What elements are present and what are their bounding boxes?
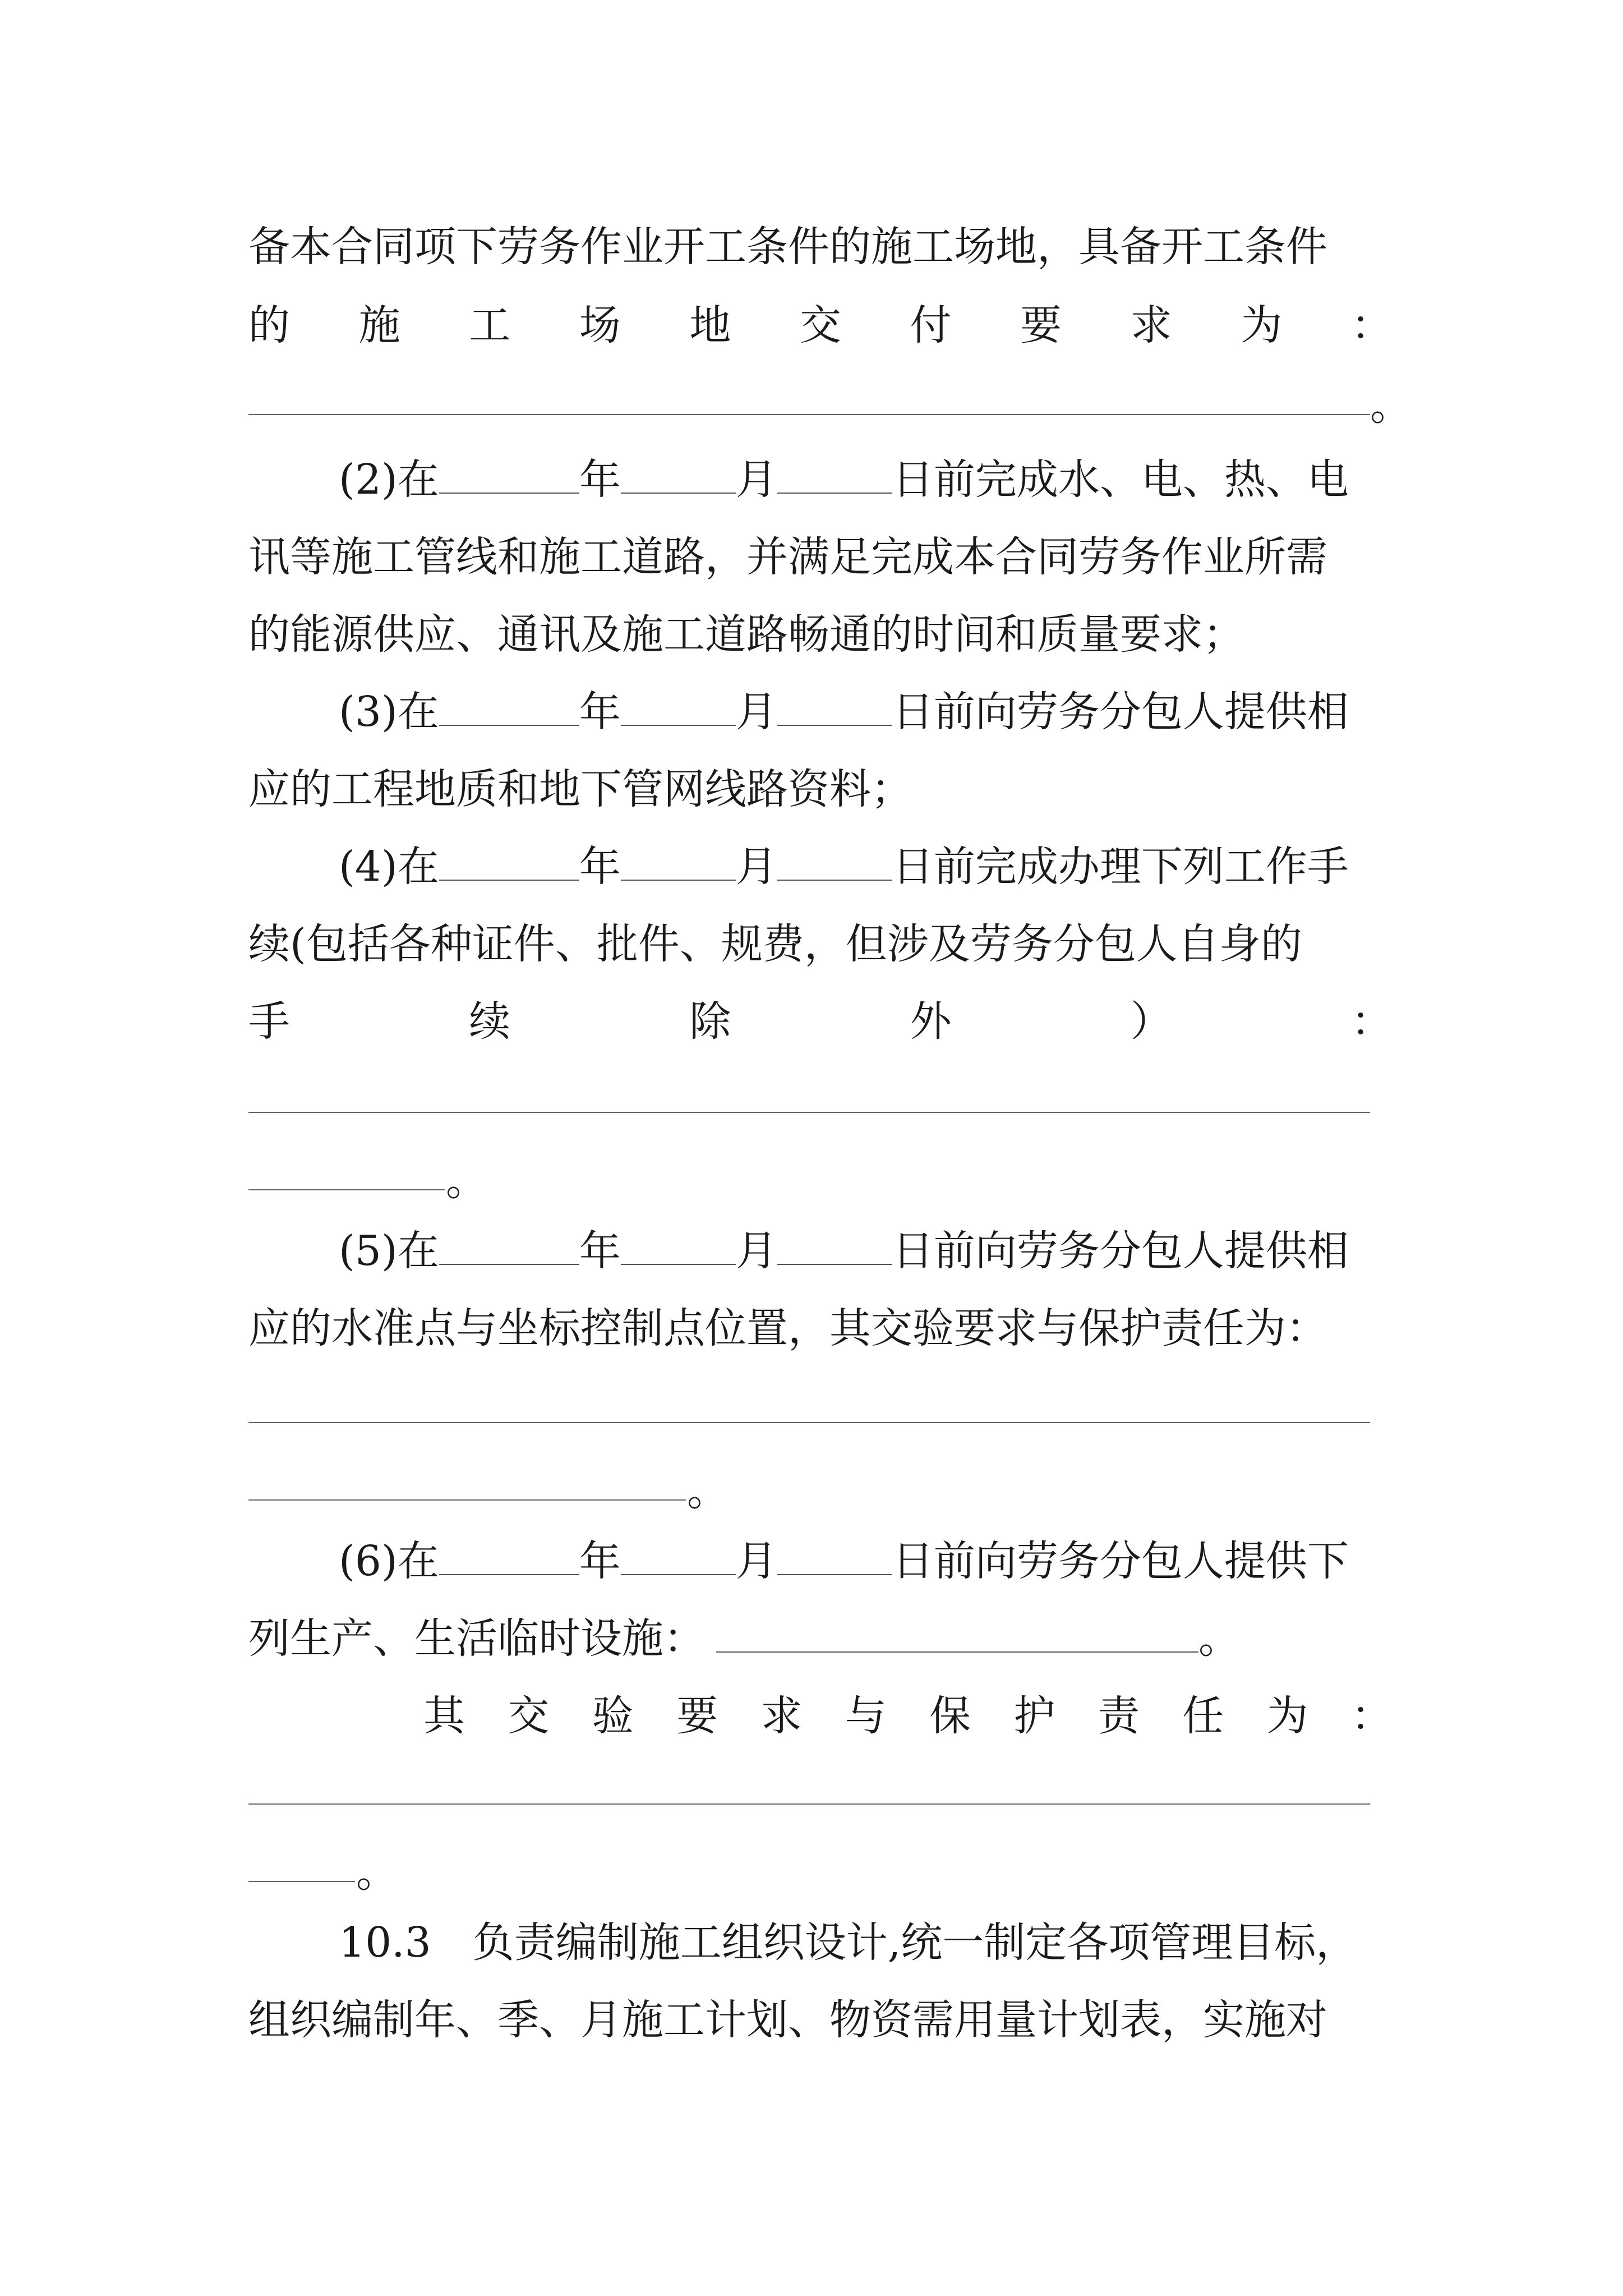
year-blank[interactable]	[439, 1228, 579, 1265]
item-prefix: (3)在	[339, 688, 439, 736]
date-line	[339, 681, 1393, 743]
period: 。	[687, 1467, 728, 1515]
text-char: ：	[1350, 1692, 1393, 1740]
text-char: 地	[689, 301, 731, 349]
day-blank[interactable]	[777, 1228, 892, 1265]
item-prefix: (6)在	[339, 1537, 439, 1585]
text-char: 交	[799, 301, 841, 349]
text-char: 求	[760, 1692, 803, 1740]
text-char: 除	[689, 997, 731, 1046]
text-char: 为	[1266, 1692, 1308, 1740]
month-label: 月	[735, 1227, 777, 1275]
text-line: 讯等施工管线和施工道路，并满足完成本合同劳务作业所需	[248, 533, 1327, 581]
month-blank[interactable]	[621, 1228, 736, 1265]
year-label: 年	[579, 1537, 621, 1585]
item-rest: 日前向劳务分包人提供相	[892, 688, 1349, 736]
fill-in-blank[interactable]	[248, 1422, 1370, 1423]
month-label: 月	[735, 843, 777, 891]
year-blank[interactable]	[439, 689, 579, 726]
period: 。	[446, 1157, 487, 1205]
fill-in-blank[interactable]	[248, 1803, 1370, 1805]
text-char: ：	[1350, 997, 1393, 1046]
text-char: 要	[1020, 301, 1062, 349]
month-blank[interactable]	[621, 844, 736, 881]
fill-in-blank[interactable]	[248, 414, 1370, 415]
text-char: 续	[469, 997, 511, 1046]
text-char: 与	[845, 1692, 887, 1740]
month-blank[interactable]	[621, 457, 736, 494]
text-line: 备本合同项下劳务作业开工条件的施工场地，具备开工条件	[248, 223, 1327, 271]
text-char: 工	[469, 301, 511, 349]
year-blank[interactable]	[439, 457, 579, 494]
fill-in-blank[interactable]	[248, 1499, 686, 1501]
item-rest: 日前完成水、电、热、电	[892, 455, 1349, 504]
text-segment: 列生产、生活临时设施：	[248, 1614, 705, 1663]
item-rest: 日前向劳务分包人提供相	[892, 1227, 1349, 1275]
year-label: 年	[579, 455, 621, 504]
text-char: 其	[423, 1692, 465, 1740]
day-blank[interactable]	[777, 689, 892, 726]
period: 。	[356, 1848, 398, 1897]
section-heading-line: 10.3 负责编制施工组织设计,统一制定各项管理目标，	[339, 1918, 1358, 1967]
date-line	[339, 1220, 1393, 1282]
text-char: 护	[1013, 1692, 1055, 1740]
text-line: 应的水准点与坐标控制点位置，其交验要求与保护责任为：	[248, 1304, 1327, 1352]
text-char: 手	[248, 997, 290, 1046]
month-label: 月	[735, 455, 777, 504]
text-char: 保	[929, 1692, 971, 1740]
fill-in-blank[interactable]	[248, 1189, 445, 1190]
text-char: 验	[592, 1692, 634, 1740]
year-label: 年	[579, 1227, 621, 1275]
text-char: 责	[1098, 1692, 1140, 1740]
text-char: 的	[248, 301, 290, 349]
text-char: 为	[1241, 301, 1283, 349]
item-rest: 日前完成办理下列工作手	[892, 843, 1349, 891]
text-char: 任	[1182, 1692, 1224, 1740]
text-char: 交	[508, 1692, 550, 1740]
text-char: 求	[1130, 301, 1172, 349]
month-blank[interactable]	[621, 689, 736, 726]
year-label: 年	[579, 688, 621, 736]
spread-line	[423, 1685, 1393, 1747]
year-blank[interactable]	[439, 844, 579, 881]
period: 。	[1198, 1614, 1240, 1663]
year-label: 年	[579, 843, 621, 891]
text-line: 组织编制年、季、月施工计划、物资需用量计划表，实施对	[248, 1996, 1327, 2044]
spread-line	[248, 295, 1393, 356]
period: 。	[1370, 381, 1412, 430]
fill-in-blank[interactable]	[716, 1616, 1198, 1653]
year-blank[interactable]	[439, 1538, 579, 1575]
text-char: 施	[358, 301, 400, 349]
text-line: 续(包括各种证件、批件、规费，但涉及劳务分包人自身的	[248, 920, 1302, 968]
day-blank[interactable]	[777, 457, 892, 494]
text-char: 付	[910, 301, 952, 349]
text-line: 的能源供应、通讯及施工道路畅通的时间和质量要求；	[248, 610, 1244, 659]
date-line	[339, 1530, 1393, 1592]
text-char: 场	[579, 301, 621, 349]
month-label: 月	[735, 1537, 777, 1585]
month-label: 月	[735, 688, 777, 736]
text-line	[248, 1608, 1393, 1669]
fill-in-blank[interactable]	[248, 1881, 355, 1882]
text-char: ：	[1350, 301, 1393, 349]
day-blank[interactable]	[777, 1538, 892, 1575]
spread-line	[248, 991, 1393, 1052]
item-rest: 日前向劳务分包人提供下	[892, 1537, 1349, 1585]
item-prefix: (5)在	[339, 1227, 439, 1275]
text-line: 应的工程地质和地下管网线路资料；	[248, 765, 912, 813]
fill-in-blank[interactable]	[248, 1112, 1370, 1113]
text-char: ）	[1130, 997, 1172, 1046]
text-char: 外	[910, 997, 952, 1046]
text-char: 要	[676, 1692, 718, 1740]
month-blank[interactable]	[621, 1538, 736, 1575]
date-line	[339, 836, 1393, 898]
item-prefix: (4)在	[339, 843, 439, 891]
day-blank[interactable]	[777, 844, 892, 881]
date-line	[339, 449, 1393, 510]
item-prefix: (2)在	[339, 455, 439, 504]
